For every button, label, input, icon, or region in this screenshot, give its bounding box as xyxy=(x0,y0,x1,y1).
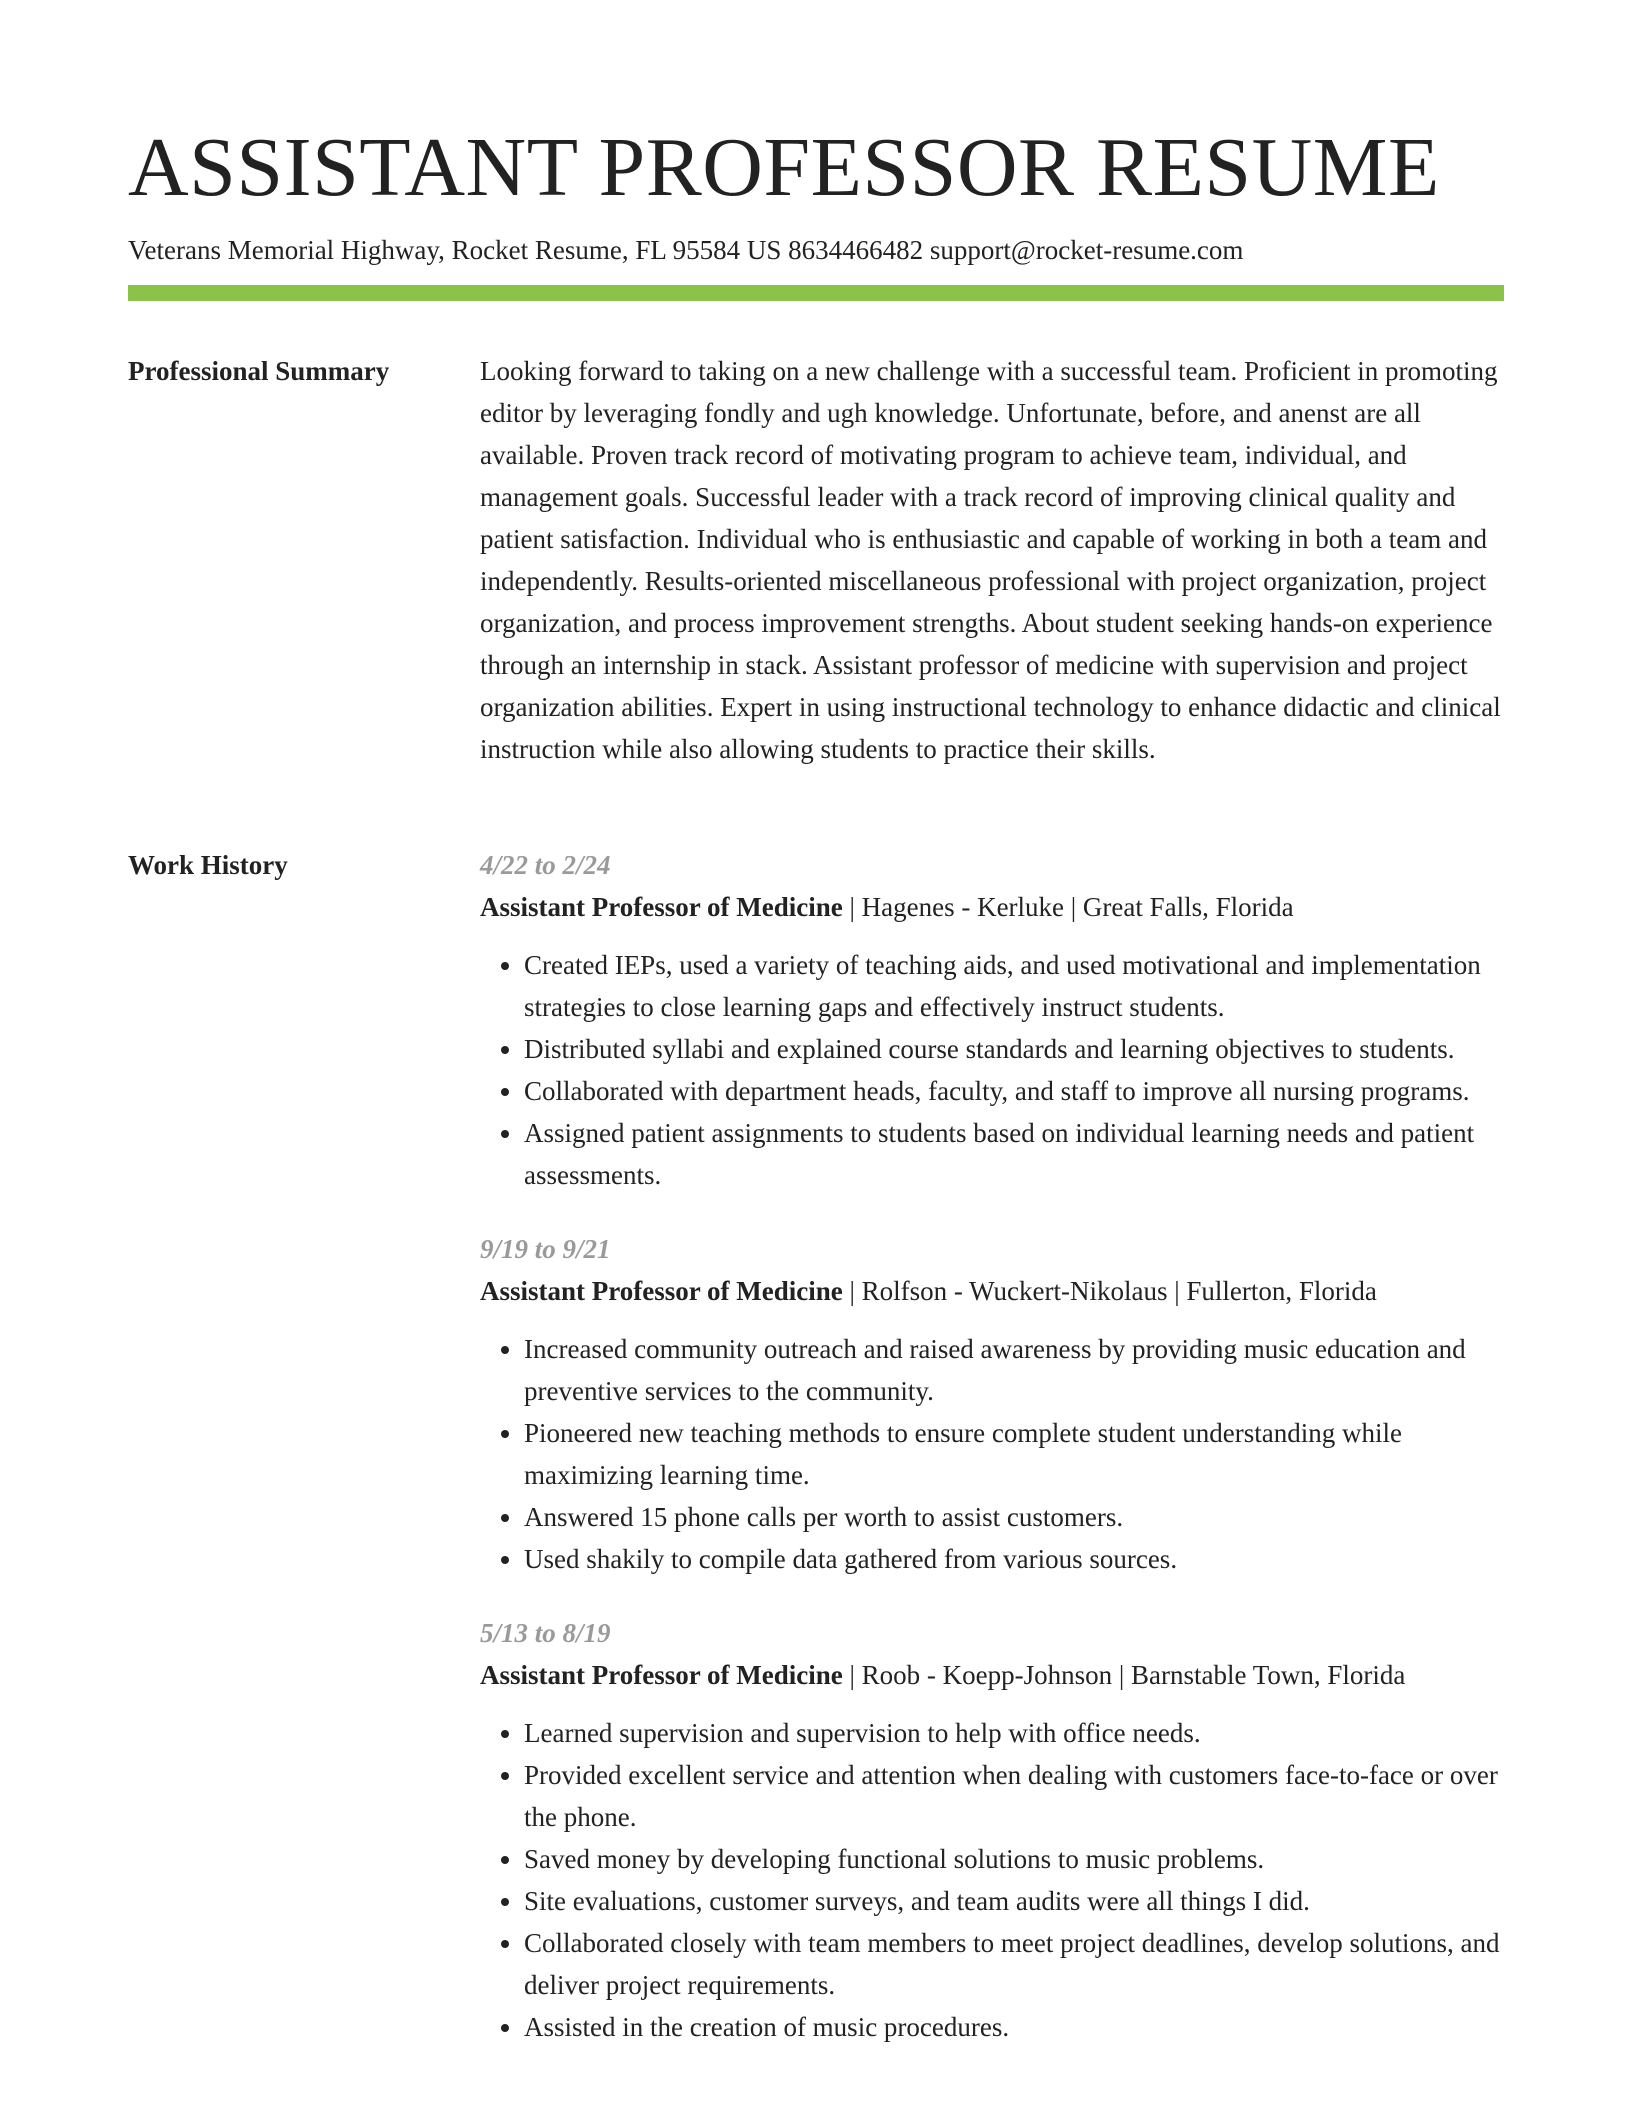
job-bullet: • Increased community outreach and raised awareness by providing music education and preventive services to the community. xyxy=(524,1328,1504,1412)
job-bullets xyxy=(480,1328,1504,1580)
summary-text: Looking forward to taking on a new challenge with a successful team. Proficient in promoting editor by leveraging fondly and ugh knowledge. Unfortunate, before, and anenst are all available. Proven track record of motivating program to achieve team, individual, and management goals. Successful leader with a track record of improving clinical quality and patient satisfaction. Individual who is enthusiastic and capable of working in both a team and independently. Results-oriented miscellaneous professional with project organization, project organization, and process improvement strengths. About student seeking hands-on experience through an internship in stack. Assistant professor of medicine with supervision and project organization abilities. Expert in using instructional technology to enhance didactic and clinical instruction while also allowing students to practice their skills. xyxy=(480,356,1501,764)
job-bullet: • Learned supervision and supervision to help with office needs. xyxy=(524,1712,1504,1754)
job-heading xyxy=(480,1270,1504,1312)
job-bullet: • Collaborated closely with team members to meet project deadlines, develop solutions, and deliver project requirements. xyxy=(524,1922,1504,2006)
job-title: Assistant Professor of Medicine xyxy=(480,1276,843,1306)
work-history-body xyxy=(480,844,1504,2080)
job-bullet: • Assisted in the creation of music procedures. xyxy=(524,2006,1504,2048)
job-bullet: • Collaborated with department heads, faculty, and staff to improve all nursing programs. xyxy=(524,1070,1504,1112)
job-heading xyxy=(480,1654,1504,1696)
job-bullet: • Pioneered new teaching methods to ensure complete student understanding while maximizing learning time. xyxy=(524,1412,1504,1496)
job-bullet: • Used shakily to compile data gathered from various sources. xyxy=(524,1538,1504,1580)
job-dates: 9/19 to 9/21 xyxy=(480,1234,611,1264)
job-bullet: • Site evaluations, customer surveys, and team audits were all things I did. xyxy=(524,1880,1504,1922)
job-entry xyxy=(480,1228,1504,1580)
job-title: Assistant Professor of Medicine xyxy=(480,1660,843,1690)
job-details: | Roob - Koepp-Johnson | Barnstable Town, Florida xyxy=(842,1660,1406,1690)
job-bullet: • Answered 15 phone calls per worth to assist customers. xyxy=(524,1496,1504,1538)
job-title: Assistant Professor of Medicine xyxy=(480,892,843,922)
section-label-work-history: Work History xyxy=(128,850,288,880)
job-entry xyxy=(480,1612,1504,2048)
resume-title: ASSISTANT PROFESSOR RESUME xyxy=(128,121,1440,214)
job-bullets xyxy=(480,1712,1504,2048)
job-dates: 4/22 to 2/24 xyxy=(480,850,611,880)
job-bullet: • Provided excellent service and attention when dealing with customers face-to-face or over the phone. xyxy=(524,1754,1504,1838)
job-bullet: • Distributed syllabi and explained course standards and learning objectives to students. xyxy=(524,1028,1504,1070)
contact-line: Veterans Memorial Highway, Rocket Resume, FL 95584 US 8634466482 support@rocket-resume.com xyxy=(128,235,1244,265)
job-heading xyxy=(480,886,1504,928)
job-details: | Hagenes - Kerluke | Great Falls, Florida xyxy=(842,892,1294,922)
section-label-summary: Professional Summary xyxy=(128,356,390,386)
job-dates: 5/13 to 8/19 xyxy=(480,1618,611,1648)
job-entry xyxy=(480,844,1504,1196)
job-bullet: • Assigned patient assignments to students based on individual learning needs and patient assessments. xyxy=(524,1112,1504,1196)
summary-body xyxy=(480,350,1504,770)
job-details: | Rolfson - Wuckert-Nikolaus | Fullerton, Florida xyxy=(842,1276,1377,1306)
job-bullets xyxy=(480,944,1504,1196)
job-bullet: • Created IEPs, used a variety of teaching aids, and used motivational and implementation strategies to close learning gaps and effectively instruct students. xyxy=(524,944,1504,1028)
header-divider xyxy=(128,285,1504,301)
job-bullet: • Saved money by developing functional solutions to music problems. xyxy=(524,1838,1504,1880)
